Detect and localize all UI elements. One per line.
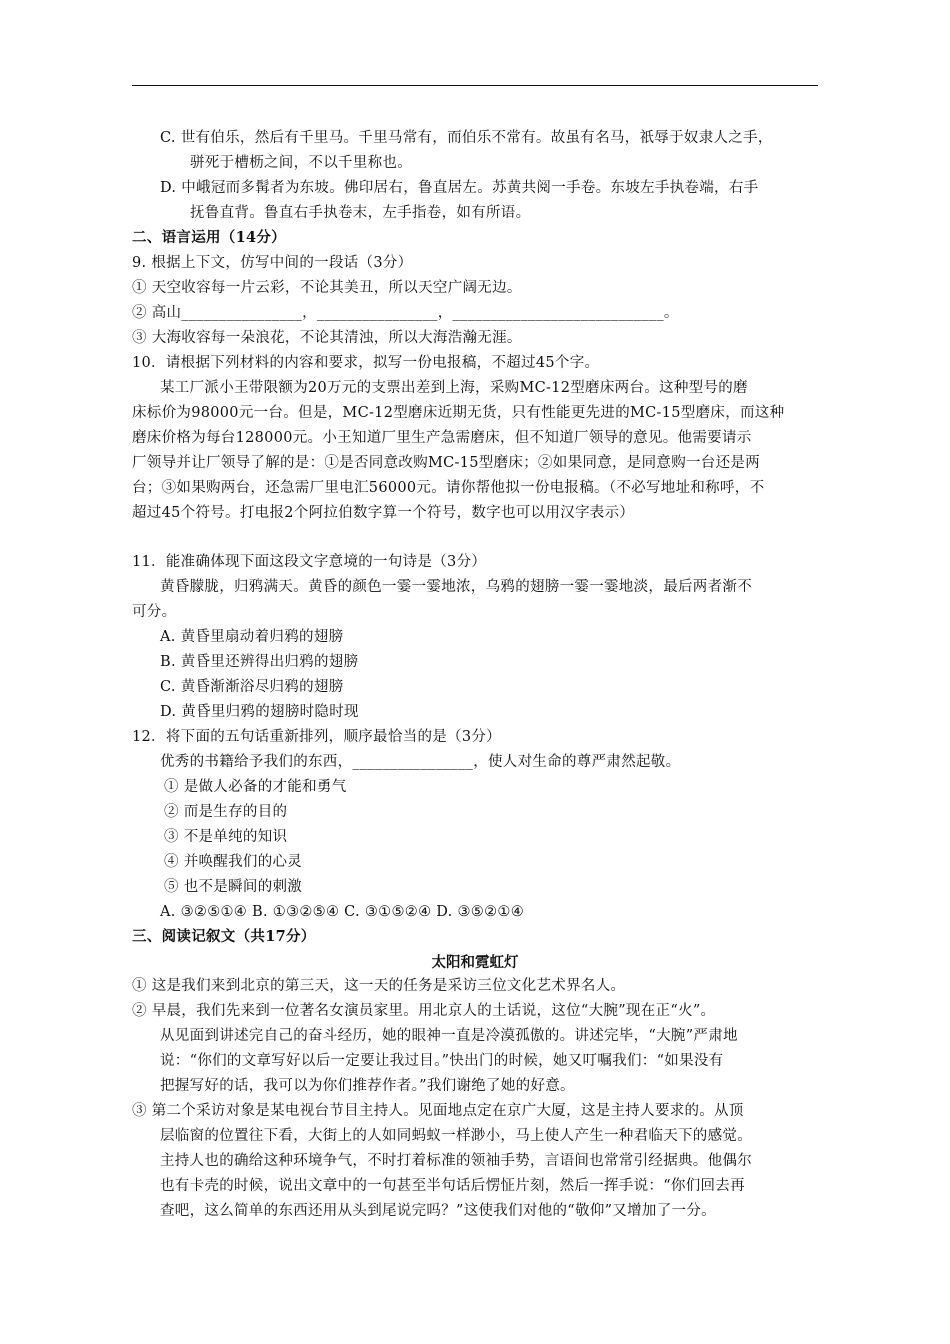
passage-para-3-line3: 主持人也的确给这种环境争气，不时打着标准的领袖手势，言语间也常常引经据典。他偶尔	[160, 1153, 752, 1169]
q11-para-line1: 黄昏朦胧，归鸦满天。黄昏的颜色一霎一霎地浓，乌鸦的翅膀一霎一霎地淡，最后两者渐不	[160, 579, 752, 595]
q11-option-b: B. 黄昏里还辨得出归鸦的翅膀	[160, 654, 359, 670]
q9-line3: ③ 大海收容每一朵浪花，不论其清浊，所以大海浩瀚无涯。	[132, 330, 522, 346]
q10-para-line4: 厂领导并让厂领导了解的是：①是否同意改购MC-15型磨床；②如果同意，是同意购一台还是两	[132, 455, 760, 471]
option-d-line2: 抚鲁直背。鲁直右手执卷末，左手指卷，如有所语。	[190, 205, 531, 221]
q11-para-line2: 可分。	[132, 604, 177, 620]
q10-para-line5: 台；③如果购两台，还急需厂里电汇56000元。请你帮他拟一份电报稿。（不必写地址和称呼，不	[132, 480, 765, 496]
q12-item-5: ⑤ 也不是瞬间的刺激	[164, 879, 303, 895]
q10-para-line6: 超过45个符号。打电报2个阿拉伯数字算一个符号，数字也可以用汉字表示）	[132, 505, 635, 521]
q12-item-1: ① 是做人必备的才能和勇气	[164, 779, 347, 795]
q10-stem: 10．请根据下列材料的内容和要求，拟写一份电报稿，不超过45个字。	[132, 355, 600, 371]
option-d-line1: D. 中峨冠而多髯者为东坡。佛印居右，鲁直居左。苏黄共阅一手卷。东坡左手执卷端，右手	[160, 180, 759, 196]
q10-para-line3: 磨床价格为每台128000元。小王知道厂里生产急需磨床，但不知道厂领导的意见。他需要请示	[132, 430, 752, 446]
q11-stem: 11．能准确体现下面这段文字意境的一句诗是（3分）	[132, 554, 487, 570]
q10-para-line1: 某工厂派小王带限额为20万元的支票出差到上海，采购MC-12型磨床两台。这种型号的磨	[160, 380, 748, 396]
q12-item-4: ④ 并唤醒我们的心灵	[164, 854, 303, 870]
q9-stem: 9. 根据上下文，仿写中间的一段话（3分）	[132, 255, 413, 271]
passage-para-2-line3: 说：“你们的文章写好以后一定要让我过目。”快出门的时候，她又叮嘱我们：“如果没有	[160, 1053, 724, 1069]
q12-options: A. ③②⑤①④ B. ①③②⑤④ C. ③①⑤②④ D. ③⑤②①④	[160, 904, 524, 920]
section-3-heading: 三、阅读记叙文（共17分）	[132, 928, 316, 945]
q11-option-a: A. 黄昏里扇动着归鸦的翅膀	[160, 629, 344, 645]
passage-title: 太阳和霓虹灯	[431, 954, 519, 971]
option-c-line1: C. 世有伯乐，然后有千里马。千里马常有，而伯乐不常有。故虽有名马，祇辱于奴隶人之手，	[160, 130, 773, 146]
passage-para-2-line4: 把握写好的话，我可以为你们推荐作者。”我们谢绝了她的好意。	[160, 1078, 575, 1094]
q11-option-d: D. 黄昏里归鸦的翅膀时隐时现	[160, 704, 359, 720]
q12-item-3: ③ 不是单纯的知识	[164, 829, 288, 845]
passage-para-3-line5: 查吧，这么简单的东西还用从头到尾说完吗？”这使我们对他的“敬仰”又增加了一分。	[160, 1203, 716, 1219]
section-2-heading: 二、语言运用（14分）	[132, 229, 286, 246]
passage-para-3-line1: ③ 第二个采访对象是某电视台节目主持人。见面地点定在京广大厦，这是主持人要求的。从顶	[132, 1103, 744, 1119]
q9-line1: ① 天空收容每一片云彩，不论其美丑，所以天空广阔无边。	[132, 280, 522, 296]
q12-stem: 12．将下面的五句话重新排列，顺序最恰当的是（3分）	[132, 729, 501, 745]
q10-para-line2: 床标价为98000元一台。但是，MC-12型磨床近期无货，只有性能更先进的MC-15型磨床，而这种	[132, 405, 785, 421]
passage-para-3-line4: 也有卡壳的时候，说出文章中的一句甚至半句话后愣怔片刻，然后一挥手说：“你们回去再	[160, 1178, 745, 1194]
passage-para-2-line2: 从见面到讲述完自己的奋斗经历，她的眼神一直是冷漠孤傲的。讲述完毕，“大腕”严肃地	[160, 1028, 738, 1044]
passage-para-2-line1: ② 早晨，我们先来到一位著名女演员家里。用北京人的土话说，这位“大腕”现在正“火”。	[132, 1003, 716, 1019]
passage-para-1: ① 这是我们来到北京的第三天，这一天的任务是采访三位文化艺术界名人。	[132, 978, 626, 994]
passage-para-3-line2: 层临窗的位置往下看，大街上的人如同蚂蚁一样渺小，马上使人产生一种君临天下的感觉。	[160, 1128, 752, 1144]
q12-sentence: 优秀的书籍给予我们的东西，________________，使人对生命的尊严肃然起敬。	[160, 754, 681, 770]
q12-item-2: ② 而是生存的目的	[164, 804, 288, 820]
header-rule	[132, 85, 818, 86]
q11-option-c: C. 黄昏渐渐浴尽归鸦的翅膀	[160, 679, 344, 695]
option-c-line2: 骈死于槽枥之间，不以千里称也。	[190, 155, 412, 171]
q9-line2-blank: ② 高山________________，________________，____________________________。	[132, 305, 679, 321]
